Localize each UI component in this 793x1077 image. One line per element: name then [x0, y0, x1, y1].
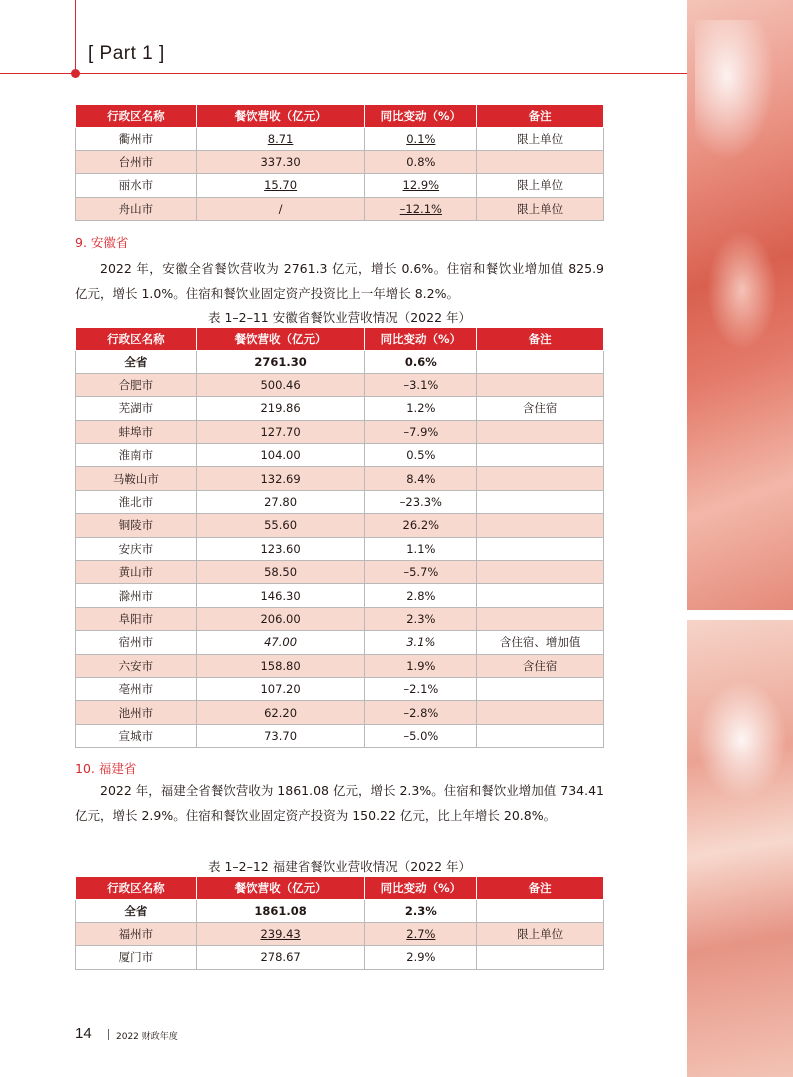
table-row: [76, 197, 604, 220]
cell-change: 1.1%: [365, 537, 477, 560]
cell-note: [477, 677, 604, 700]
part-label: [ Part 1 ]: [88, 43, 165, 64]
table-row: [76, 631, 604, 654]
cell-revenue: 27.80: [196, 490, 365, 513]
table-anhui: [75, 328, 604, 748]
col-header-region: 行政区名称: [76, 105, 197, 127]
section-heading-anhui: 9. 安徽省: [75, 235, 129, 250]
cell-name: 丽水市: [76, 174, 197, 197]
cell-revenue: 1861.08: [196, 899, 365, 922]
cell-change: 2.8%: [365, 584, 477, 607]
cell-note: 限上单位: [477, 922, 604, 945]
col-header-change: 同比变动（%）: [365, 105, 477, 127]
cell-revenue: 206.00: [196, 607, 365, 630]
cell-revenue: 8.71: [196, 127, 365, 150]
cell-revenue: 2761.30: [196, 350, 365, 373]
cell-change: 1.2%: [365, 397, 477, 420]
col-header-note: 备注: [477, 105, 604, 127]
cell-name: 合肥市: [76, 373, 197, 396]
cell-note: [477, 724, 604, 747]
cell-name: 淮南市: [76, 444, 197, 467]
cell-name: 台州市: [76, 150, 197, 173]
cell-revenue: 47.00: [196, 631, 365, 654]
table-row: [76, 724, 604, 747]
col-header-note: 备注: [477, 877, 604, 899]
cell-note: 含住宿: [477, 654, 604, 677]
cell-note: [477, 373, 604, 396]
cell-note: [477, 561, 604, 584]
cell-revenue: 55.60: [196, 514, 365, 537]
cell-note: [477, 701, 604, 724]
cell-name: 滁州市: [76, 584, 197, 607]
cell-revenue: 337.30: [196, 150, 365, 173]
cell-name: 亳州市: [76, 677, 197, 700]
cell-change: 2.3%: [365, 899, 477, 922]
cell-name: 宣城市: [76, 724, 197, 747]
cell-revenue: /: [196, 197, 365, 220]
col-header-revenue: 餐饮营收（亿元）: [196, 877, 365, 899]
cell-name: 全省: [76, 899, 197, 922]
cell-revenue: 239.43: [196, 922, 365, 945]
cell-revenue: 132.69: [196, 467, 365, 490]
cell-name: 阜阳市: [76, 607, 197, 630]
cell-note: [477, 514, 604, 537]
cell-name: 马鞍山市: [76, 467, 197, 490]
cell-revenue: 146.30: [196, 584, 365, 607]
table-caption-anhui: 表 1–2–11 安徽省餐饮业营收情况（2022 年）: [207, 310, 472, 325]
col-header-note: 备注: [477, 328, 604, 350]
cell-change: 2.3%: [365, 607, 477, 630]
header-rule-vertical: [75, 0, 76, 73]
cell-revenue: 123.60: [196, 537, 365, 560]
table-caption-fujian: 表 1–2–12 福建省餐饮业营收情况（2022 年）: [207, 859, 472, 874]
cell-change: –7.9%: [365, 420, 477, 443]
cell-name: 全省: [76, 350, 197, 373]
cell-name: 池州市: [76, 701, 197, 724]
table-row: [76, 701, 604, 724]
header-dot: [71, 69, 80, 78]
cell-name: 六安市: [76, 654, 197, 677]
table-row: [76, 607, 604, 630]
cell-note: [477, 150, 604, 173]
cell-change: 3.1%: [365, 631, 477, 654]
cell-revenue: 219.86: [196, 397, 365, 420]
cell-revenue: 62.20: [196, 701, 365, 724]
cell-note: 限上单位: [477, 174, 604, 197]
cell-change: 8.4%: [365, 467, 477, 490]
cell-name: 宿州市: [76, 631, 197, 654]
header-rule-horizontal: [0, 73, 687, 74]
cell-note: [477, 584, 604, 607]
cell-note: [477, 899, 604, 922]
cell-revenue: 107.20: [196, 677, 365, 700]
cell-note: [477, 607, 604, 630]
cell-note: [477, 946, 604, 969]
cell-revenue: 58.50: [196, 561, 365, 584]
cell-note: [477, 537, 604, 560]
section-heading-fujian: 10. 福建省: [75, 761, 137, 776]
table-row: [76, 654, 604, 677]
paragraph-fujian: 2022 年，福建全省餐饮营收为 1861.08 亿元，增长 2.3%。住宿和餐饮业增加值 734.41 亿元，增长 2.9%。住宿和餐饮业固定资产投资为 150.22 亿元，比上年增长 20.8%。: [75, 783, 604, 823]
col-header-revenue: 餐饮营收（亿元）: [196, 105, 365, 127]
cell-note: 含住宿、增加值: [477, 631, 604, 654]
cell-name: 福州市: [76, 922, 197, 945]
col-header-region: 行政区名称: [76, 877, 197, 899]
cell-change: –23.3%: [365, 490, 477, 513]
cell-revenue: 158.80: [196, 654, 365, 677]
table-row: [76, 420, 604, 443]
cell-name: 铜陵市: [76, 514, 197, 537]
cell-change: 26.2%: [365, 514, 477, 537]
cell-change: –5.0%: [365, 724, 477, 747]
cell-revenue: 73.70: [196, 724, 365, 747]
cell-note: [477, 420, 604, 443]
cell-change: –2.1%: [365, 677, 477, 700]
table-row: [76, 174, 604, 197]
col-header-change: 同比变动（%）: [365, 328, 477, 350]
table-row: [76, 922, 604, 945]
table-row: [76, 350, 604, 373]
cell-change: –12.1%: [365, 197, 477, 220]
table-fujian: [75, 877, 604, 970]
cell-name: 安庆市: [76, 537, 197, 560]
cell-revenue: 278.67: [196, 946, 365, 969]
footer-divider: [108, 1029, 109, 1040]
cell-note: 含住宿: [477, 397, 604, 420]
table-row: [76, 514, 604, 537]
table-row: [76, 584, 604, 607]
cell-change: 12.9%: [365, 174, 477, 197]
cell-revenue: 127.70: [196, 420, 365, 443]
cell-name: 舟山市: [76, 197, 197, 220]
decorative-photo-bottom: [687, 620, 793, 1077]
cell-name: 蚌埠市: [76, 420, 197, 443]
cell-note: 限上单位: [477, 127, 604, 150]
decorative-photo-top: [687, 0, 793, 610]
cell-revenue: 15.70: [196, 174, 365, 197]
table-row: [76, 561, 604, 584]
cell-change: 2.7%: [365, 922, 477, 945]
cell-change: 2.9%: [365, 946, 477, 969]
table-row: [76, 677, 604, 700]
cell-name: 芜湖市: [76, 397, 197, 420]
col-header-change: 同比变动（%）: [365, 877, 477, 899]
cell-change: 0.1%: [365, 127, 477, 150]
cell-change: –5.7%: [365, 561, 477, 584]
page-number: 14: [75, 1025, 92, 1042]
cell-change: –3.1%: [365, 373, 477, 396]
table-row: [76, 946, 604, 969]
table-row: [76, 373, 604, 396]
cell-name: 衢州市: [76, 127, 197, 150]
cell-change: 1.9%: [365, 654, 477, 677]
cell-change: 0.8%: [365, 150, 477, 173]
cell-note: [477, 490, 604, 513]
cell-change: 0.5%: [365, 444, 477, 467]
table-continued: [75, 105, 604, 221]
cell-note: [477, 444, 604, 467]
cell-name: 厦门市: [76, 946, 197, 969]
table-row: [76, 537, 604, 560]
cell-change: 0.6%: [365, 350, 477, 373]
cell-note: [477, 467, 604, 490]
table-row: [76, 444, 604, 467]
table-row: [76, 397, 604, 420]
cell-note: 限上单位: [477, 197, 604, 220]
cell-revenue: 104.00: [196, 444, 365, 467]
cell-name: 淮北市: [76, 490, 197, 513]
col-header-revenue: 餐饮营收（亿元）: [196, 328, 365, 350]
table-row: [76, 899, 604, 922]
table-row: [76, 490, 604, 513]
cell-revenue: 500.46: [196, 373, 365, 396]
footer-text: 2022 财政年度: [116, 1032, 178, 1042]
cell-name: 黄山市: [76, 561, 197, 584]
table-row: [76, 150, 604, 173]
cell-change: –2.8%: [365, 701, 477, 724]
cell-note: [477, 350, 604, 373]
col-header-region: 行政区名称: [76, 328, 197, 350]
table-row: [76, 467, 604, 490]
table-row: [76, 127, 604, 150]
paragraph-anhui: 2022 年，安徽全省餐饮营收为 2761.3 亿元，增长 0.6%。住宿和餐饮业增加值 825.9 亿元，增长 1.0%。住宿和餐饮业固定资产投资比上一年增长 8.2%。: [75, 261, 604, 301]
